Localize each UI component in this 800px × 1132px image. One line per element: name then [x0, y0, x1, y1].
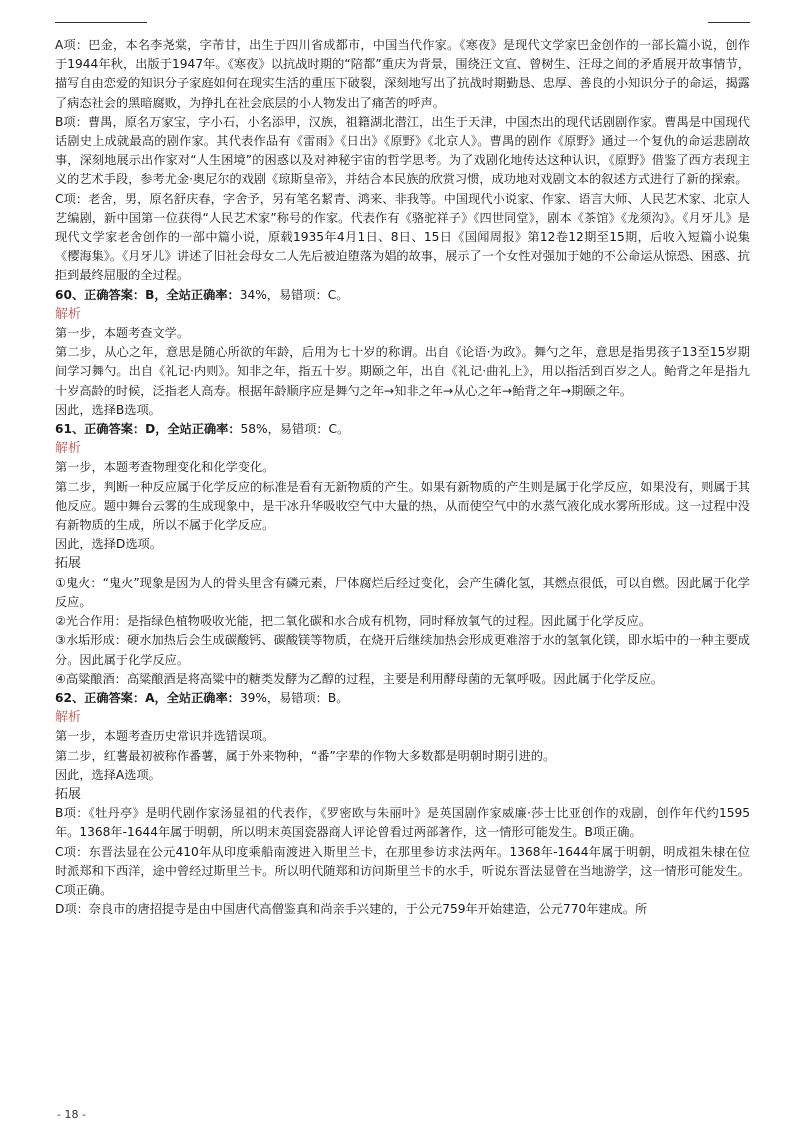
q61-answer-rest: 58%，易错项：C。 — [240, 422, 350, 437]
q62-jiexi-heading: 解析 — [55, 710, 82, 726]
q61-tuozhan-heading: 拓展 — [55, 556, 82, 572]
q62-answer-rest: 39%，易错项：B。 — [239, 690, 349, 705]
q62-step2: 第二步，红薯最初被称作番薯，属于外来物种，“番”字辈的作物大多数都是明朝时期引进的。 — [55, 748, 556, 763]
intro-option-c: C项：老舍，男，原名舒庆春，字舍予，另有笔名絜青、鸿来、非我等。中国现代小说家、作家、语言大师、人民艺术家、北京人艺编剧，新中国第一位获得“人民艺术家”称号的作家。代表作有《骆驼祥子》《四世同堂》，剧本《茶馆》《龙须沟》。《月牙儿》是现代文学家老舍创作的一部中篇小说，原载1935年4月1日、8日、15日《国闻周报》第12卷12期至15期，后收入短篇小说集《樱海集》。《月牙儿》讲述了旧社会母女二人先后被迫堕落为娼的故事，展示了一个女性对强加于她的不公命运从惊恐、困惑、抗拒到最终屈服的全过程。 — [55, 191, 750, 283]
q60-step2: 第二步，从心之年，意思是随心所欲的年龄，后用为七十岁的称谓。出自《论语·为政》。舞勺之年，意思是指男孩子13至15岁期间学习舞勺。出自《礼记·内则》。知非之年，指五十岁。期颐之年，出自《礼记·曲礼上》，用以指活到百岁之人。鲐背之年是指九十岁高龄的时候，泛指老人高寿。根据年龄顺序应是舞勺之年→知非之年→从心之年→鲐背之年→期颐之年。 — [55, 345, 750, 398]
q61-conclusion: 因此，选择D选项。 — [55, 537, 162, 552]
q62-ext-c: C项：东晋法显在公元410年从印度乘船南渡进入斯里兰卡，在那里参访求法两年。1368年-1644年属于明朝，明成祖朱棣在位时派郑和下西洋，途中曾经过斯里兰卡。所以明代随郑和访问斯里兰卡的水手，听说东晋法显曾在当地游学，这一情形可能发生。C项正确。 — [55, 844, 750, 897]
q62-ext-d: D项：奈良市的唐招提寺是由中国唐代高僧鉴真和尚亲手兴建的，于公元759年开始建造，公元770年建成。所 — [55, 902, 648, 917]
page-number: - 18 - — [57, 1108, 86, 1121]
q60-answer-rest: 34%，易错项：C。 — [239, 287, 349, 302]
intro-option-a: A项：巴金，本名李尧棠，字芾甘，出生于四川省成都市，中国当代作家。《寒夜》是现代文学家巴金创作的一部长篇小说，创作于1944年秋，出版于1947年。《寒夜》以抗战时期的“陪都”重庆为背景，围绕汪文宣、曾树生、汪母之间的矛盾展开故事情节，描写自由恋爱的知识分子家庭如何在现实生活的重压下破裂，深刻地写出了抗战时期勤恳、忠厚、善良的小知识分子的命运，揭露了病态社会的黑暗腐败，为挣扎在社会底层的小人物发出了痛苦的呼声。 — [55, 38, 750, 110]
q61-jiexi-heading: 解析 — [55, 441, 82, 457]
q62-answer-line — [55, 689, 750, 708]
q60-step1: 第一步，本题考查文学。 — [55, 326, 190, 341]
header-rule-right — [708, 22, 750, 23]
q62-step1: 第一步，本题考查历史常识并选错误项。 — [55, 729, 275, 744]
q62-conclusion: 因此，选择A选项。 — [55, 767, 161, 782]
q61-ext-3: ③水垢形成：硬水加热后会生成碳酸钙、碳酸镁等物质，在烧开后继续加热会形成更难溶于水的氢氧化镁，即水垢中的一种主要成分。因此属于化学反应。 — [55, 633, 750, 667]
q62-ext-b: B项：《牡丹亭》是明代剧作家汤显祖的代表作，《罗密欧与朱丽叶》是英国剧作家威廉·莎士比亚创作的戏剧，创作年代约1595年。1368年-1644年属于明朝，所以明末英国瓷器商人评论曾看过两部著作，这一情形可能发生。B项正确。 — [55, 806, 750, 840]
q61-ext-1: ①鬼火：“鬼火”现象是因为人的骨头里含有磷元素，尸体腐烂后经过变化，会产生磷化氢，其燃点很低，可以自燃。因此属于化学反应。 — [55, 575, 750, 609]
q60-conclusion: 因此，选择B选项。 — [55, 402, 161, 417]
q62-tuozhan-heading: 拓展 — [55, 786, 82, 802]
q60-jiexi-heading: 解析 — [55, 306, 82, 322]
q61-ext-4: ④高粱酿酒：高粱酿酒是将高粱中的糖类发酵为乙醇的过程，主要是利用酵母菌的无氧呼吸。因此属于化学反应。 — [55, 671, 664, 686]
q60-answer-line — [55, 286, 750, 305]
page-content — [55, 36, 750, 919]
q62-answer-bold: 62、正确答案：A，全站正确率： — [55, 690, 240, 705]
header-rule-left — [55, 22, 147, 23]
q61-answer-bold: 61、正确答案：D，全站正确率： — [55, 422, 241, 437]
intro-option-b: B项：曹禺，原名万家宝，字小石，小名添甲，汉族，祖籍湖北潜江，出生于天津，中国杰出的现代话剧剧作家。曹禺是中国现代话剧史上成就最高的剧作家。其代表作品有《雷雨》《日出》《原野》《北京人》。曹禺的剧作《原野》通过一个复仇的命运悲剧故事，深刻地展示出作家对“人生困境”的困惑以及对神秘宇宙的哲学思考。为了戏剧化地传达这种认识，《原野》借鉴了西方表现主义的艺术手段，参考尤金·奥尼尔的戏剧《琼斯皇帝》，并结合本民族的欣赏习惯，成功地对戏剧文本的叙述方式进行了新的探索。 — [55, 114, 750, 187]
document-page — [55, 0, 750, 1132]
q60-answer-bold: 60、正确答案：B，全站正确率： — [55, 287, 240, 302]
q61-ext-2: ②光合作用：是指绿色植物吸收光能，把二氧化碳和水合成有机物，同时释放氧气的过程。因此属于化学反应。 — [55, 614, 651, 629]
q61-step2: 第二步，判断一种反应属于化学反应的标准是看有无新物质的产生。如果有新物质的产生则是属于化学反应，如果没有，则属于其他反应。题中舞台云雾的生成现象中，是干冰升华吸收空气中大量的热，从而使空气中的水蒸气液化成水雾所形成。这一过程中没有新物质的生成，所以不属于化学反应。 — [55, 479, 750, 533]
q61-answer-line — [55, 420, 750, 439]
q61-step1: 第一步，本题考查物理变化和化学变化。 — [55, 460, 275, 475]
